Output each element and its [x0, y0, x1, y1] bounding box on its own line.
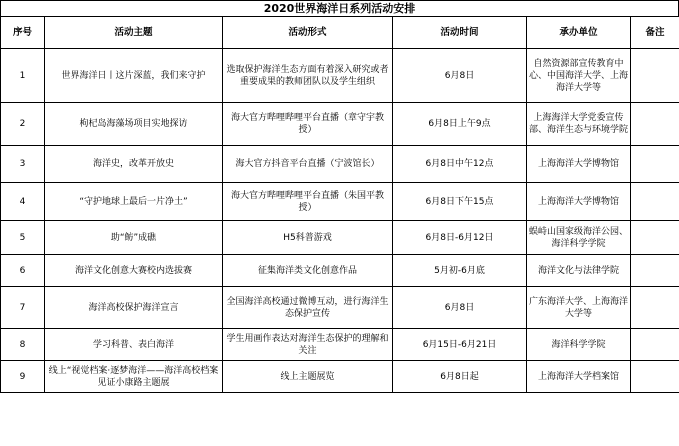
- cell-theme[interactable]: “守护地球上最后一片净土”: [45, 183, 223, 221]
- cell-theme[interactable]: 学习科普、表白海洋: [45, 329, 223, 361]
- cell-form[interactable]: 全国海洋高校通过微博互动，进行海洋生态保护宣传: [223, 287, 393, 329]
- cell-form[interactable]: 线上主题展览: [223, 361, 393, 393]
- cell-theme[interactable]: 海洋史，改革开放史: [45, 146, 223, 183]
- cell-theme[interactable]: 海洋文化创意大赛校内选拔赛: [45, 255, 223, 287]
- cell-form[interactable]: 海大官方抖音平台直播（宁波馆长）: [223, 146, 393, 183]
- table-row: [1, 255, 679, 287]
- table-row: [1, 329, 679, 361]
- table-row: [1, 49, 679, 103]
- cell-note[interactable]: [631, 361, 679, 393]
- cell-time[interactable]: 6月8日上午9点: [393, 103, 527, 146]
- header-no: 序号: [1, 17, 45, 49]
- cell-time[interactable]: 6月8日-6月12日: [393, 221, 527, 255]
- table-row: [1, 287, 679, 329]
- cell-time[interactable]: 6月8日中午12点: [393, 146, 527, 183]
- header-org: 承办单位: [527, 17, 631, 49]
- cell-theme[interactable]: 海洋高校保护海洋宣言: [45, 287, 223, 329]
- header-note: 备注: [631, 17, 679, 49]
- header-theme: 活动主题: [45, 17, 223, 49]
- table-title: 2020世界海洋日系列活动安排: [0, 0, 679, 16]
- activity-table: [0, 16, 679, 393]
- cell-theme[interactable]: 世界海洋日丨这片深蓝，我们来守护: [45, 49, 223, 103]
- cell-note[interactable]: [631, 221, 679, 255]
- cell-form[interactable]: 选取保护海洋生态方面有着深入研究或者重要成果的教师团队以及学生组织: [223, 49, 393, 103]
- table-row: [1, 361, 679, 393]
- table-row: [1, 183, 679, 221]
- cell-note[interactable]: [631, 183, 679, 221]
- cell-no[interactable]: 5: [1, 221, 45, 255]
- cell-form[interactable]: 海大官方哔哩哔哩平台直播（朱国平教授）: [223, 183, 393, 221]
- cell-org[interactable]: 上海海洋大学档案馆: [527, 361, 631, 393]
- cell-theme[interactable]: 助“鲂”成礁: [45, 221, 223, 255]
- cell-org[interactable]: 广东海洋大学、上海海洋大学等: [527, 287, 631, 329]
- cell-no[interactable]: 2: [1, 103, 45, 146]
- table-row: [1, 221, 679, 255]
- cell-org[interactable]: 上海海洋大学党委宣传部、海洋生态与环境学院: [527, 103, 631, 146]
- cell-time[interactable]: 6月8日起: [393, 361, 527, 393]
- cell-time[interactable]: 6月8日: [393, 287, 527, 329]
- header-row: [1, 17, 679, 49]
- cell-no[interactable]: 8: [1, 329, 45, 361]
- cell-form[interactable]: 学生用画作表达对海洋生态保护的理解和关注: [223, 329, 393, 361]
- cell-time[interactable]: 6月8日下午15点: [393, 183, 527, 221]
- cell-no[interactable]: 9: [1, 361, 45, 393]
- cell-theme[interactable]: 线上“视觉档案·逐梦海洋——海洋高校档案见证小康路主题展: [45, 361, 223, 393]
- cell-note[interactable]: [631, 255, 679, 287]
- cell-org[interactable]: 海洋科学学院: [527, 329, 631, 361]
- cell-form[interactable]: H5科普游戏: [223, 221, 393, 255]
- cell-no[interactable]: 3: [1, 146, 45, 183]
- cell-no[interactable]: 7: [1, 287, 45, 329]
- cell-org[interactable]: 上海海洋大学博物馆: [527, 146, 631, 183]
- header-time: 活动时间: [393, 17, 527, 49]
- cell-note[interactable]: [631, 329, 679, 361]
- cell-time[interactable]: 5月初-6月底: [393, 255, 527, 287]
- header-form: 活动形式: [223, 17, 393, 49]
- cell-org[interactable]: 自然资源部宣传教育中心、中国海洋大学、上海海洋大学等: [527, 49, 631, 103]
- cell-no[interactable]: 1: [1, 49, 45, 103]
- cell-form[interactable]: 征集海洋类文化创意作品: [223, 255, 393, 287]
- cell-form[interactable]: 海大官方哔哩哔哩平台直播（章守宇教授）: [223, 103, 393, 146]
- cell-note[interactable]: [631, 49, 679, 103]
- cell-note[interactable]: [631, 103, 679, 146]
- cell-no[interactable]: 4: [1, 183, 45, 221]
- cell-theme[interactable]: 枸杞岛海藻场项目实地探访: [45, 103, 223, 146]
- cell-org[interactable]: 蜈峙山国家级海洋公园、海洋科学学院: [527, 221, 631, 255]
- cell-time[interactable]: 6月15日-6月21日: [393, 329, 527, 361]
- cell-org[interactable]: 海洋文化与法律学院: [527, 255, 631, 287]
- cell-no[interactable]: 6: [1, 255, 45, 287]
- table-row: [1, 103, 679, 146]
- cell-note[interactable]: [631, 146, 679, 183]
- cell-time[interactable]: 6月8日: [393, 49, 527, 103]
- cell-note[interactable]: [631, 287, 679, 329]
- table-row: [1, 146, 679, 183]
- cell-org[interactable]: 上海海洋大学博物馆: [527, 183, 631, 221]
